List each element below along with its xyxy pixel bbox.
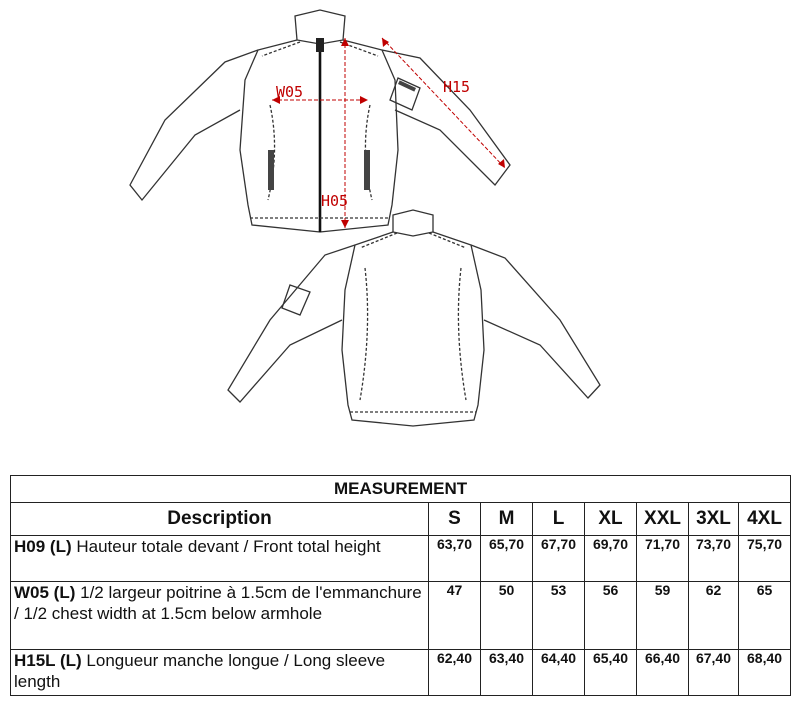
row-value: 62 [689,582,739,650]
row-code: H09 (L) [14,537,72,556]
row-code: W05 (L) [14,583,76,602]
row-value: 75,70 [739,536,791,582]
jacket-back-view [228,210,600,426]
row-value: 62,40 [429,650,481,696]
row-description [11,582,429,650]
h15-label: H15 [443,78,471,96]
row-value: 64,40 [533,650,585,696]
row-value: 47 [429,582,481,650]
row-value: 71,70 [637,536,689,582]
row-value: 73,70 [689,536,739,582]
size-header: 3XL [689,503,739,536]
size-header: XXL [637,503,689,536]
row-value: 66,40 [637,650,689,696]
row-description [11,536,429,582]
row-value: 59 [637,582,689,650]
description-header: Description [11,503,429,536]
table-row [11,650,791,696]
row-value: 69,70 [585,536,637,582]
table-header-row [11,503,791,536]
size-header: M [481,503,533,536]
row-value: 65 [739,582,791,650]
row-value: 56 [585,582,637,650]
row-value: 65,40 [585,650,637,696]
row-text: Longueur manche longue / Long sleeve length [14,651,386,691]
row-value: 67,70 [533,536,585,582]
measurement-table [10,475,791,696]
row-value: 65,70 [481,536,533,582]
size-header: XL [585,503,637,536]
table-title: MEASUREMENT [11,476,791,503]
w05-label: W05 [276,83,304,101]
row-value: 53 [533,582,585,650]
row-value: 63,40 [481,650,533,696]
row-value: 63,70 [429,536,481,582]
table-title-row [11,476,791,503]
row-description [11,650,429,696]
row-value: 68,40 [739,650,791,696]
jacket-front-view [130,10,510,232]
row-text: Hauteur totale devant / Front total height [71,537,381,556]
table-row [11,536,791,582]
table-row [11,582,791,650]
size-header: L [533,503,585,536]
size-header: S [429,503,481,536]
size-header: 4XL [739,503,791,536]
row-value: 67,40 [689,650,739,696]
row-text: 1/2 largeur poitrine à 1.5cm de l'emmanchure / 1/2 chest width at 1.5cm below armhole [14,583,422,623]
h05-label: H05 [321,192,349,210]
row-value: 50 [481,582,533,650]
row-code: H15L (L) [14,651,82,670]
